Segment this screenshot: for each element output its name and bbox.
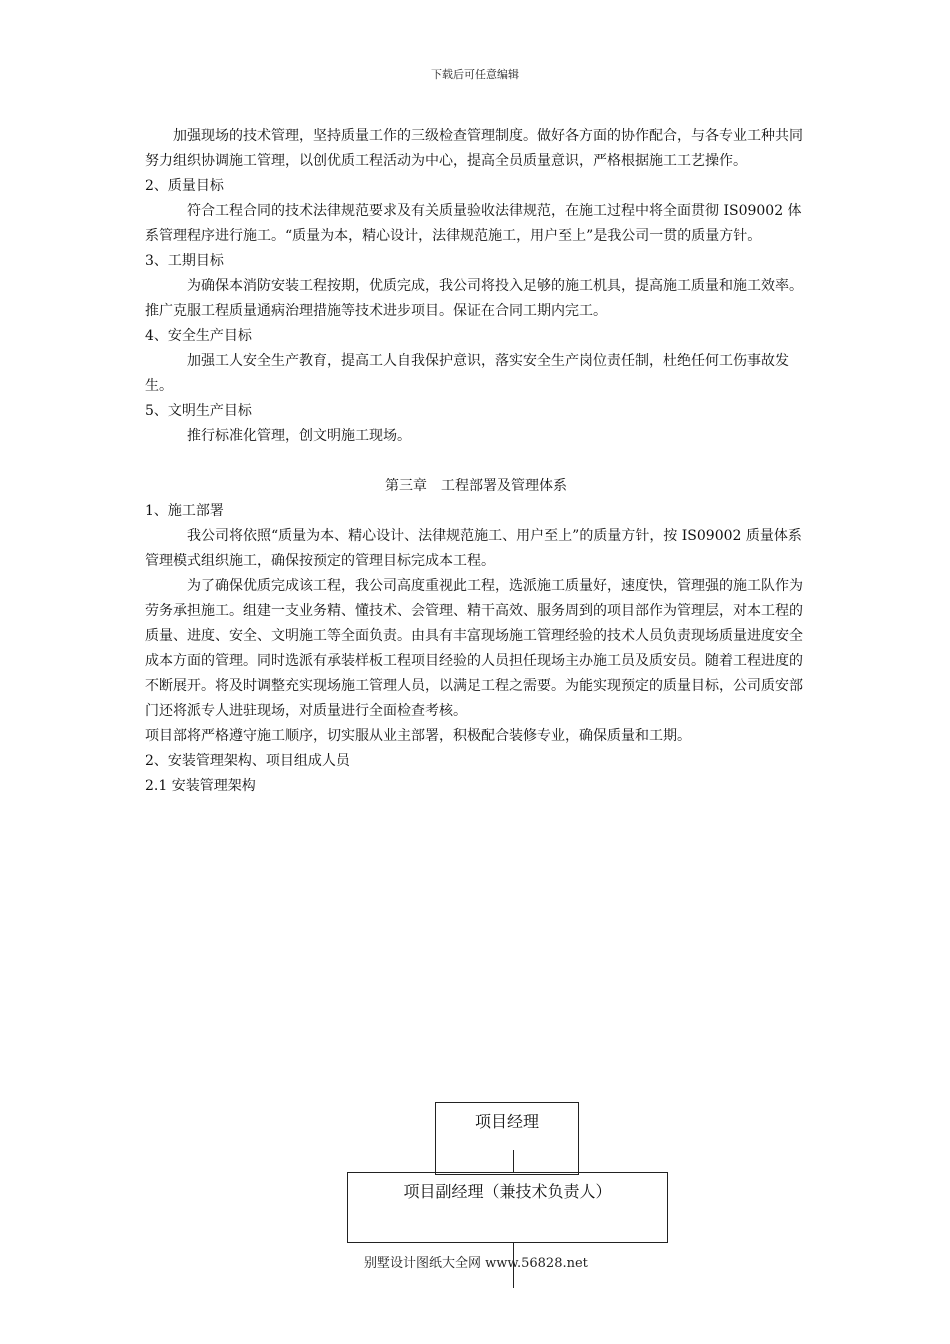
heading-management-structure: 2、安装管理架构、项目组成人员 bbox=[145, 753, 350, 769]
org-box-project-manager: 项目经理 bbox=[435, 1102, 579, 1175]
paragraph-civil-goal: 推行标准化管理，创文明施工现场。 bbox=[187, 428, 411, 444]
paragraph-deployment-1: 我公司将依照“质量为本、精心设计、法律规范施工、用户至上”的质量方针，按 IS09002 质量体系管理模式组织施工，确保按预定的管理目标完成本工程。 bbox=[145, 528, 802, 569]
paragraph-deployment-3: 项目部将严格遵守施工顺序，切实服从业主部署，积极配合装修专业，确保质量和工期。 bbox=[145, 728, 691, 744]
paragraph-tech-management: 加强现场的技术管理，坚持质量工作的三级检查管理制度。做好各方面的协作配合，与各专业工种共同努力组织协调施工管理，以创优质工程活动为中心，提高全员质量意识，严格根据施工工艺操作。 bbox=[145, 128, 803, 169]
paragraph-schedule-goal: 为确保本消防安装工程按期，优质完成，我公司将投入足够的施工机具，提高施工质量和施工效率。推广克服工程质量通病治理措施等技术进步项目。保证在合同工期内完工。 bbox=[145, 278, 803, 319]
chapter-title: 第三章 工程部署及管理体系 bbox=[385, 478, 567, 494]
org-box-deputy-manager: 项目副经理（兼技术负责人） bbox=[347, 1172, 668, 1243]
document-body bbox=[145, 124, 807, 799]
heading-schedule-goal: 3、工期目标 bbox=[145, 253, 224, 269]
paragraph-safety-goal: 加强工人安全生产教育，提高工人自我保护意识，落实安全生产岗位责任制，杜绝任何工伤事故发生。 bbox=[145, 353, 789, 394]
paragraph-deployment-2: 为了确保优质完成该工程，我公司高度重视此工程，选派施工质量好，速度快，管理强的施工队作为劳务承担施工。组建一支业务精、懂技术、会管理、精干高效、服务周到的项目部作为管理层，对本工程的质量、进度、安全、文明施工等全面负责。由具有丰富现场施工管理经验的技术人员负责现场质量进度安全成本方面的管理。同时选派有承装样板工程项目经验的人员担任现场主办施工员及质安员。随着工程进度的不断展开。将及时调整充实现场施工管理人员，以满足工程之需要。为能实现预定的质量目标，公司质安部门还将派专人进驻现场，对质量进行全面检查考核。 bbox=[145, 578, 803, 719]
heading-quality-goal: 2、质量目标 bbox=[145, 178, 224, 194]
heading-civil-goal: 5、文明生产目标 bbox=[145, 403, 252, 419]
heading-structure-sub: 2.1 安装管理架构 bbox=[145, 778, 256, 794]
org-connector-line bbox=[513, 1150, 514, 1172]
page-header: 下载后可任意编辑 bbox=[431, 68, 519, 81]
paragraph-quality-goal: 符合工程合同的技术法律规范要求及有关质量验收法律规范，在施工过程中将全面贯彻 IS09002 体系管理程序进行施工。“质量为本，精心设计，法律规范施工，用户至上”是我公司一贯的质量方针。 bbox=[145, 203, 802, 244]
heading-deployment: 1、施工部署 bbox=[145, 503, 224, 519]
page-footer: 别墅设计图纸大全网 www.56828.net bbox=[364, 1256, 588, 1271]
heading-safety-goal: 4、安全生产目标 bbox=[145, 328, 252, 344]
